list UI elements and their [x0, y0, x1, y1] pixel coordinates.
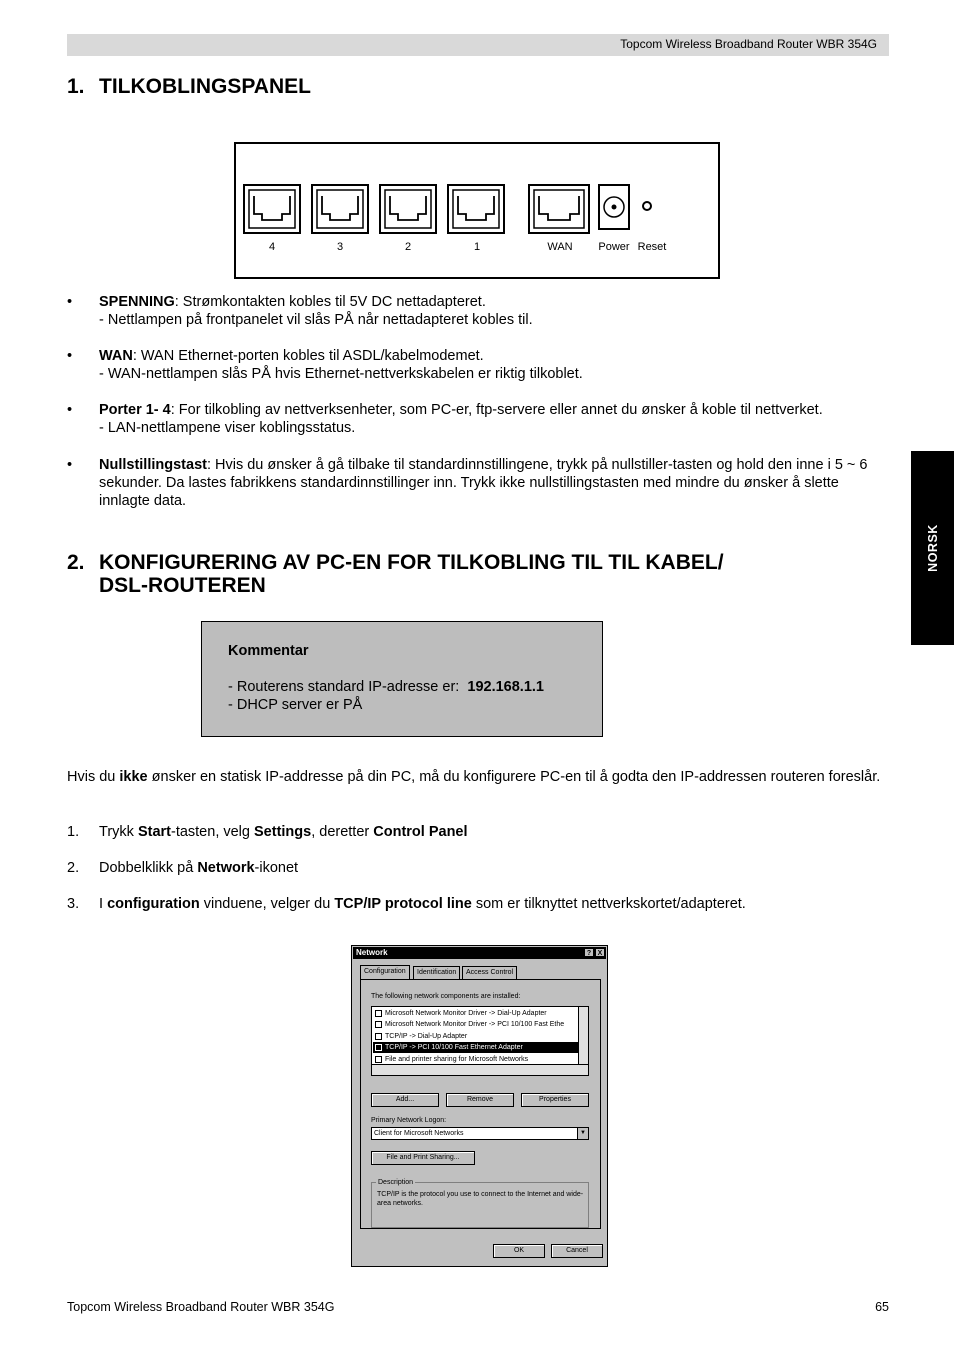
bullet-text: : For tilkobling av nettverksenheter, som PC-er, ftp-servere eller annet du ønsker å koble til nettverket. [170, 402, 823, 418]
bullet-sub: - Nettlampen på frontpanelet vil slås PÅ når nettadapteret kobles til. [99, 312, 533, 328]
step-1: 1. Trykk Start-tasten, velg Settings, deretter Control Panel [67, 824, 468, 840]
list-item[interactable]: Microsoft Network Monitor Driver -> Dial-Up Adapter [373, 1008, 578, 1019]
step-bold-text: Start [137, 824, 171, 840]
section-heading-1 [67, 75, 667, 99]
properties-button[interactable]: Properties [521, 1093, 589, 1107]
step-text: -tasten, velg [170, 824, 254, 840]
step-bold-text: configuration [107, 896, 200, 912]
network-component-icon [375, 1010, 382, 1017]
file-print-sharing-button[interactable]: File and Print Sharing... [371, 1151, 475, 1165]
cancel-button[interactable]: Cancel [551, 1244, 603, 1258]
step-text: I [99, 896, 108, 912]
logon-label: Primary Network Logon: [371, 1117, 447, 1124]
step-text: -ikonet [254, 860, 299, 876]
vertical-scrollbar[interactable] [578, 1007, 588, 1065]
tab-configuration[interactable]: Configuration [360, 965, 410, 979]
step-3: 3. I configuration vinduene, velger du TCP/IP protocol line som er tilknyttet nettverkskortet/adapteret. [67, 896, 746, 912]
lan-port-2-icon [379, 184, 437, 234]
bullet-term: SPENNING [99, 294, 175, 310]
list-item[interactable]: Microsoft Network Monitor Driver -> PCI 10/100 Fast Ethe [373, 1019, 578, 1030]
logon-value: Client for Microsoft Networks [374, 1130, 464, 1137]
port-label-2: 2 [404, 241, 412, 253]
comment-ip: 192.168.1.1 [467, 679, 544, 695]
bullet-text: : Hvis du ønsker å gå tilbake til standardinnstillingene, trykk på nullstiller-tasten og hold den inne i 5 ~ 6 sekunder. Da lastes fabrikkens standardinnstillinger inn. Trykk ikke nullstillingstasten med mindre du ønsker å slette innlagte data. [99, 457, 868, 509]
bullet-wan: • WAN: WAN Ethernet-porten kobles til ASDL/kabelmodemet. - WAN-nettlampen slås PÅ hvis Ethernet-nettverkskabelen er riktig tilkoblet. [67, 347, 889, 387]
section-title-line-1: KONFIGURERING AV PC-EN FOR TILKOBLING TIL TIL KABEL/ [99, 551, 724, 574]
port-label-3: 3 [336, 241, 344, 253]
bullet-ports: • Porter 1- 4: For tilkobling av nettverksenheter, som PC-er, ftp-servere eller annet du ønsker å koble til nettverket. - LAN-nettlampene viser koblingsstatus. [67, 401, 889, 441]
description-text: TCP/IP is the protocol you use to connect to the Internet and wide-area networks. [377, 1191, 584, 1207]
close-button[interactable]: X [595, 948, 605, 957]
wan-label: WAN [547, 241, 573, 253]
network-component-icon [375, 1033, 382, 1040]
components-list[interactable] [371, 1006, 589, 1076]
bullet-spenning: • SPENNING: Strømkontakten kobles til 5V DC nettadapteret. - Nettlampen på frontpanelet vil slås PÅ når nettadapteret kobles til. [67, 293, 889, 333]
bullet-reset: • Nullstillingstast: Hvis du ønsker å gå tilbake til standardinnstillingene, trykk på nullstiller-tasten og hold den inne i 5 ~ 6 sekunder. Da lastes fabrikkens standardinnstillinger inn. Trykk ikke nullstillingstasten med mindre du ønsker å slette innlagte data. [67, 457, 868, 509]
port-label-4: 4 [268, 241, 276, 253]
tab-identification[interactable]: Identification [413, 966, 460, 979]
comment-box [201, 621, 603, 737]
section-number: 1. [67, 75, 85, 98]
reset-label: Reset [637, 241, 667, 253]
help-button[interactable]: ? [584, 948, 594, 957]
remove-button[interactable]: Remove [446, 1093, 514, 1107]
bullet-text: : Strømkontakten kobles til 5V DC nettadapteret. [174, 294, 486, 310]
step-text: Dobbelklikk på [99, 860, 198, 876]
reset-button-icon [642, 201, 652, 211]
page-header [67, 34, 889, 56]
lan-port-4-icon [243, 184, 301, 234]
horizontal-scrollbar[interactable] [372, 1064, 588, 1075]
description-group [371, 1179, 589, 1228]
bullet-term: Nullstillingstast [99, 457, 207, 473]
step-text: som er tilknyttet nettverkskortet/adapteret. [471, 896, 746, 912]
bullet-term: Porter 1- 4 [99, 402, 171, 418]
comment-heading: Kommentar [228, 643, 309, 659]
logon-select[interactable] [371, 1127, 589, 1140]
header-product: Topcom Wireless Broadband Router WBR 354G [620, 37, 877, 51]
section-number: 2. [67, 551, 85, 574]
step-text: Trykk [99, 824, 138, 840]
list-item-selected[interactable]: TCP/IP -> PCI 10/100 Fast Ethernet Adapter [373, 1042, 578, 1053]
page-number: 65 [875, 1300, 889, 1314]
add-button[interactable]: Add... [371, 1093, 439, 1107]
step-2: 2. Dobbelklikk på Network-ikonet [67, 860, 299, 876]
network-dialog [351, 945, 608, 1267]
intro-paragraph: Hvis du ikke ønsker en statisk IP-addresse på din PC, må du konfigurere PC-en til å godta den IP-addressen routeren foreslår. [67, 769, 881, 785]
dialog-title-bar [353, 947, 606, 959]
description-label: Description [378, 1179, 414, 1186]
bullet-term: WAN [99, 348, 133, 364]
connection-panel-diagram [234, 142, 720, 279]
step-bold-text: Control Panel [373, 824, 468, 840]
network-component-icon [375, 1021, 382, 1028]
bullet-sub: - WAN-nettlampen slås PÅ hvis Ethernet-nettverkskabelen er riktig tilkoblet. [99, 366, 583, 382]
list-item[interactable]: File and printer sharing for Microsoft Networks [373, 1054, 578, 1065]
section-title: TILKOBLINGSPANEL [99, 75, 311, 98]
comment-line-1: - Routerens standard IP-adresse er: [228, 679, 460, 695]
components-label: The following network components are installed: [371, 993, 521, 1000]
power-jack-icon [598, 184, 630, 230]
chevron-down-icon: ▼ [577, 1128, 588, 1139]
dialog-title: Network [356, 948, 388, 957]
list-item[interactable]: TCP/IP -> Dial-Up Adapter [373, 1031, 578, 1042]
lan-port-3-icon [311, 184, 369, 234]
step-bold-text: Network [197, 860, 255, 876]
footer-product: Topcom Wireless Broadband Router WBR 354G [67, 1300, 335, 1314]
section-heading-2 [67, 551, 867, 599]
port-label-1: 1 [473, 241, 481, 253]
printer-sharing-icon [375, 1056, 382, 1063]
lan-port-1-icon [447, 184, 505, 234]
comment-line-2: - DHCP server er PÅ [228, 697, 363, 713]
step-text: vinduene, velger du [199, 896, 335, 912]
step-bold-text: Settings [254, 824, 312, 840]
bullet-sub: - LAN-nettlampene viser koblingsstatus. [99, 420, 356, 436]
power-label: Power [598, 241, 630, 253]
language-side-tab [911, 451, 954, 645]
network-component-icon [375, 1044, 382, 1051]
wan-port-icon [528, 184, 590, 234]
step-text: , deretter [311, 824, 374, 840]
tab-access-control[interactable]: Access Control [462, 966, 517, 979]
bullet-text: : WAN Ethernet-porten kobles til ASDL/kabelmodemet. [132, 348, 484, 364]
section-title-line-2: DSL-ROUTEREN [99, 574, 266, 597]
ok-button[interactable]: OK [493, 1244, 545, 1258]
step-bold-text: TCP/IP protocol line [334, 896, 472, 912]
language-label: NORSK [925, 524, 940, 572]
